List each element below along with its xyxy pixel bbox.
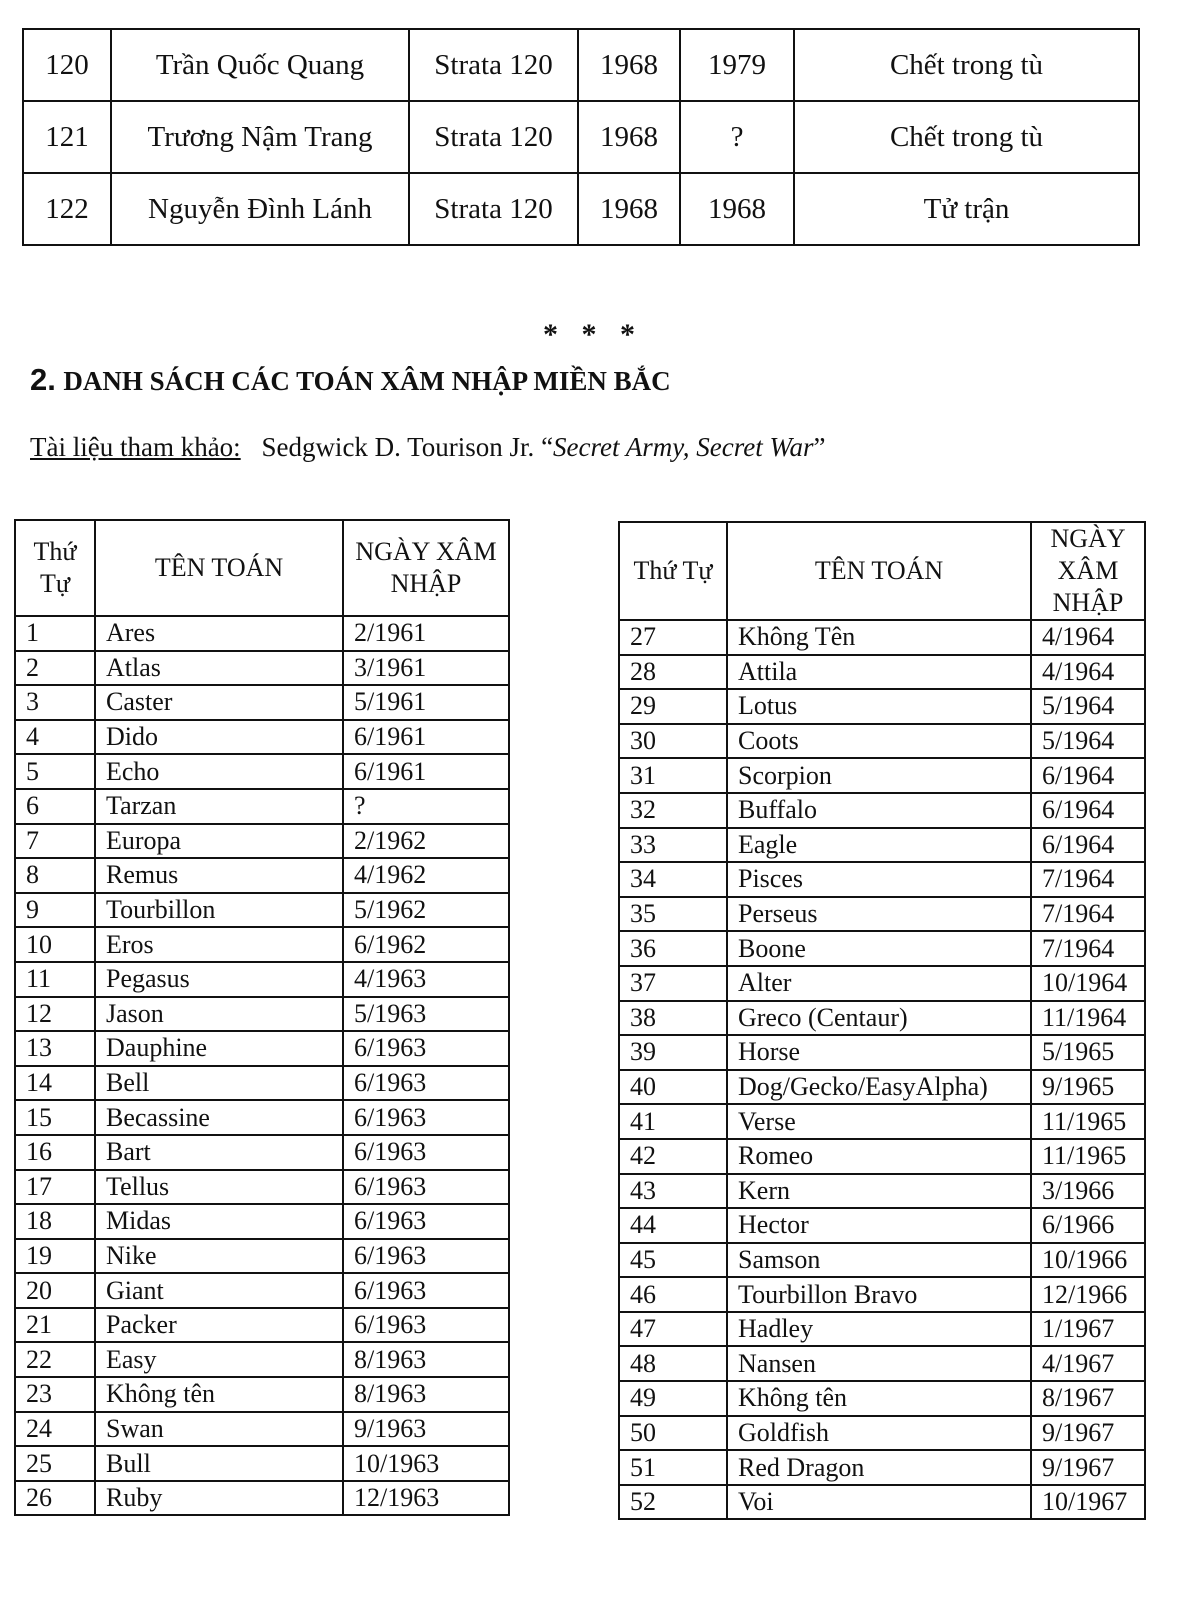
table-row [619,1381,1145,1416]
cell-date: 6/1964 [1031,793,1145,828]
header-team-name: TÊN TOÁN [95,520,343,616]
table-row [15,1204,509,1239]
cell-date: ? [343,789,509,824]
cell-date: 4/1967 [1031,1346,1145,1381]
reference-author: Sedgwick D. Tourison Jr. [261,432,535,462]
cell-order: 20 [15,1273,95,1308]
cell-date: 7/1964 [1031,862,1145,897]
cell-number: 122 [23,173,111,245]
cell-order: 38 [619,1001,727,1036]
cell-date: 5/1962 [343,893,509,928]
cell-year-start: 1968 [578,101,680,173]
cell-team-name: Atlas [95,651,343,686]
table-row [619,1346,1145,1381]
cell-order: 34 [619,862,727,897]
cell-team-name: Verse [727,1104,1031,1139]
cell-order: 3 [15,685,95,720]
cell-team-name: Ares [95,616,343,651]
cell-date: 12/1966 [1031,1277,1145,1312]
cell-order: 30 [619,724,727,759]
table-row [619,862,1145,897]
cell-order: 24 [15,1412,95,1447]
cell-order: 45 [619,1243,727,1278]
cell-order: 47 [619,1312,727,1347]
cell-order: 16 [15,1135,95,1170]
cell-team-name: Kern [727,1174,1031,1209]
cell-team-name: Hadley [727,1312,1031,1347]
table-row [619,689,1145,724]
table-row [15,893,509,928]
cell-year-end: 1979 [680,29,794,101]
cell-team-name: Nansen [727,1346,1031,1381]
cell-date: 4/1963 [343,962,509,997]
cell-order: 46 [619,1277,727,1312]
cell-team-name: Giant [95,1273,343,1308]
cell-team-name: Packer [95,1308,343,1343]
header-infiltration-date: NGÀY XÂM NHẬP [343,520,509,616]
cell-team-name: Coots [727,724,1031,759]
cell-team-name: Easy [95,1342,343,1377]
cell-order: 37 [619,966,727,1001]
cell-order: 1 [15,616,95,651]
cell-date: 6/1963 [343,1273,509,1308]
cell-team-name: Không Tên [727,620,1031,655]
cell-order: 51 [619,1450,727,1485]
cell-date: 5/1961 [343,685,509,720]
cell-team-name: Dog/Gecko/EasyAlpha) [727,1070,1031,1105]
cell-unit: Strata 120 [409,173,578,245]
cell-date: 2/1961 [343,616,509,651]
table-row [619,1450,1145,1485]
cell-date: 6/1963 [343,1031,509,1066]
header-order: Thứ Tự [15,520,95,616]
cell-team-name: Perseus [727,897,1031,932]
cell-status: Chết trong tù [794,101,1139,173]
cell-date: 6/1963 [343,1066,509,1101]
table-row [15,720,509,755]
table-row [15,858,509,893]
cell-year-start: 1968 [578,29,680,101]
table-row [15,1342,509,1377]
table-row [15,616,509,651]
table-row [15,1446,509,1481]
section-title: DANH SÁCH CÁC TOÁN XÂM NHẬP MIỀN BẮC [63,366,671,396]
section-number: 2. [30,362,56,397]
cell-order: 39 [619,1035,727,1070]
cell-date: 11/1965 [1031,1104,1145,1139]
section-heading [30,362,671,398]
cell-date: 6/1961 [343,754,509,789]
cell-order: 4 [15,720,95,755]
cell-date: 6/1966 [1031,1208,1145,1243]
cell-team-name: Eagle [727,828,1031,863]
table-row [619,655,1145,690]
cell-team-name: Không tên [727,1381,1031,1416]
cell-date: 7/1964 [1031,931,1145,966]
cell-order: 49 [619,1381,727,1416]
table-row [15,651,509,686]
cell-date: 6/1963 [343,1135,509,1170]
cell-order: 40 [619,1070,727,1105]
cell-date: 6/1963 [343,1239,509,1274]
table-row [23,173,1139,245]
cell-date: 10/1963 [343,1446,509,1481]
table-row [15,927,509,962]
header-order: Thứ Tự [619,522,727,620]
cell-team-name: Boone [727,931,1031,966]
cell-year-start: 1968 [578,173,680,245]
table-row [15,1377,509,1412]
cell-date: 6/1964 [1031,758,1145,793]
cell-date: 5/1963 [343,997,509,1032]
table-row [619,1001,1145,1036]
table-row [619,828,1145,863]
cell-date: 8/1967 [1031,1381,1145,1416]
table-row [619,724,1145,759]
cell-date: 11/1965 [1031,1139,1145,1174]
cell-team-name: Attila [727,655,1031,690]
cell-name: Nguyễn Đình Lánh [111,173,409,245]
cell-date: 8/1963 [343,1377,509,1412]
table-row [619,1174,1145,1209]
table-row [23,29,1139,101]
cell-date: 4/1962 [343,858,509,893]
cell-date: 8/1963 [343,1342,509,1377]
table-row [619,1243,1145,1278]
section-separator: * * * [543,318,643,351]
cell-order: 29 [619,689,727,724]
cell-order: 14 [15,1066,95,1101]
cell-order: 15 [15,1100,95,1135]
cell-number: 121 [23,101,111,173]
cell-order: 32 [619,793,727,828]
cell-team-name: Samson [727,1243,1031,1278]
cell-order: 17 [15,1170,95,1205]
cell-order: 21 [15,1308,95,1343]
cell-date: 3/1961 [343,651,509,686]
cell-team-name: Tourbillon [95,893,343,928]
cell-team-name: Romeo [727,1139,1031,1174]
cell-order: 44 [619,1208,727,1243]
cell-date: 6/1964 [1031,828,1145,863]
cell-team-name: Lotus [727,689,1031,724]
cell-team-name: Bell [95,1066,343,1101]
cell-team-name: Tourbillon Bravo [727,1277,1031,1312]
cell-order: 27 [619,620,727,655]
cell-order: 10 [15,927,95,962]
cell-order: 22 [15,1342,95,1377]
table-row [619,897,1145,932]
table-row [619,1277,1145,1312]
table-row [15,997,509,1032]
team-list-right [618,521,1146,1520]
table-row [619,1208,1145,1243]
table-row [619,1070,1145,1105]
table-row [619,1035,1145,1070]
cell-team-name: Remus [95,858,343,893]
cell-order: 7 [15,824,95,859]
table-row [15,1308,509,1343]
table-row [15,1273,509,1308]
table-row [15,962,509,997]
table-row [619,1104,1145,1139]
cell-date: 6/1963 [343,1100,509,1135]
cell-team-name: Echo [95,754,343,789]
cell-team-name: Midas [95,1204,343,1239]
table-row [15,789,509,824]
table-row [15,1066,509,1101]
cell-status: Chết trong tù [794,29,1139,101]
cell-year-end: ? [680,101,794,173]
cell-team-name: Không tên [95,1377,343,1412]
header-infiltration-date: NGÀY XÂM NHẬP [1031,522,1145,620]
cell-team-name: Becassine [95,1100,343,1135]
cell-team-name: Bart [95,1135,343,1170]
table-row [23,101,1139,173]
cell-name: Trần Quốc Quang [111,29,409,101]
cell-date: 6/1961 [343,720,509,755]
cell-order: 43 [619,1174,727,1209]
cell-team-name: Tarzan [95,789,343,824]
cell-team-name: Dido [95,720,343,755]
table-row [619,1139,1145,1174]
table-row [15,685,509,720]
cell-team-name: Tellus [95,1170,343,1205]
cell-unit: Strata 120 [409,101,578,173]
table-row [15,824,509,859]
cell-team-name: Scorpion [727,758,1031,793]
table-row [15,1412,509,1447]
cell-team-name: Alter [727,966,1031,1001]
cell-team-name: Bull [95,1446,343,1481]
cell-date: 9/1967 [1031,1416,1145,1451]
cell-order: 9 [15,893,95,928]
cell-order: 36 [619,931,727,966]
cell-order: 12 [15,997,95,1032]
cell-order: 19 [15,1239,95,1274]
cell-team-name: Europa [95,824,343,859]
reference-label: Tài liệu tham khảo: [30,432,241,462]
table-row [15,1239,509,1274]
cell-team-name: Hector [727,1208,1031,1243]
cell-year-end: 1968 [680,173,794,245]
table-row [619,758,1145,793]
cell-number: 120 [23,29,111,101]
cell-date: 10/1967 [1031,1485,1145,1520]
casualty-table [22,28,1140,246]
table-row [15,754,509,789]
cell-order: 31 [619,758,727,793]
cell-team-name: Nike [95,1239,343,1274]
cell-team-name: Goldfish [727,1416,1031,1451]
cell-order: 8 [15,858,95,893]
cell-date: 9/1965 [1031,1070,1145,1105]
cell-date: 4/1964 [1031,620,1145,655]
cell-team-name: Ruby [95,1481,343,1516]
cell-date: 11/1964 [1031,1001,1145,1036]
cell-date: 5/1964 [1031,724,1145,759]
cell-order: 6 [15,789,95,824]
cell-order: 2 [15,651,95,686]
cell-order: 13 [15,1031,95,1066]
cell-team-name: Caster [95,685,343,720]
table-row [619,793,1145,828]
cell-date: 10/1966 [1031,1243,1145,1278]
table-row [619,1485,1145,1520]
cell-status: Tử trận [794,173,1139,245]
cell-team-name: Eros [95,927,343,962]
cell-order: 35 [619,897,727,932]
table-row [15,1100,509,1135]
cell-date: 9/1967 [1031,1450,1145,1485]
table-row [619,966,1145,1001]
table-row [15,1031,509,1066]
cell-order: 11 [15,962,95,997]
cell-order: 41 [619,1104,727,1139]
cell-order: 50 [619,1416,727,1451]
cell-team-name: Buffalo [727,793,1031,828]
table-row [619,931,1145,966]
table-row [619,620,1145,655]
cell-date: 6/1963 [343,1204,509,1239]
cell-order: 28 [619,655,727,690]
cell-team-name: Swan [95,1412,343,1447]
reference-work: Secret Army, Secret War [553,432,814,462]
cell-date: 9/1963 [343,1412,509,1447]
table-row [619,1416,1145,1451]
team-list-left [14,519,510,1516]
cell-order: 42 [619,1139,727,1174]
cell-team-name: Horse [727,1035,1031,1070]
cell-order: 48 [619,1346,727,1381]
cell-team-name: Pegasus [95,962,343,997]
cell-order: 52 [619,1485,727,1520]
cell-order: 18 [15,1204,95,1239]
reference-line: Tài liệu tham khảo: Sedgwick D. Tourison Jr. “Secret Army, Secret War” [30,432,826,462]
table-row [619,1312,1145,1347]
cell-date: 2/1962 [343,824,509,859]
cell-name: Trương Nậm Trang [111,101,409,173]
cell-date: 5/1965 [1031,1035,1145,1070]
table-row [15,1135,509,1170]
cell-unit: Strata 120 [409,29,578,101]
cell-team-name: Red Dragon [727,1450,1031,1485]
cell-order: 26 [15,1481,95,1516]
cell-team-name: Dauphine [95,1031,343,1066]
cell-team-name: Voi [727,1485,1031,1520]
cell-order: 23 [15,1377,95,1412]
cell-date: 6/1962 [343,927,509,962]
cell-date: 3/1966 [1031,1174,1145,1209]
cell-date: 6/1963 [343,1170,509,1205]
cell-date: 1/1967 [1031,1312,1145,1347]
cell-date: 5/1964 [1031,689,1145,724]
header-team-name: TÊN TOÁN [727,522,1031,620]
cell-date: 7/1964 [1031,897,1145,932]
table-row [15,1481,509,1516]
cell-date: 6/1963 [343,1308,509,1343]
cell-date: 4/1964 [1031,655,1145,690]
cell-team-name: Greco (Centaur) [727,1001,1031,1036]
cell-order: 33 [619,828,727,863]
cell-date: 12/1963 [343,1481,509,1516]
cell-order: 5 [15,754,95,789]
cell-order: 25 [15,1446,95,1481]
cell-team-name: Jason [95,997,343,1032]
cell-date: 10/1964 [1031,966,1145,1001]
cell-team-name: Pisces [727,862,1031,897]
table-row [15,1170,509,1205]
